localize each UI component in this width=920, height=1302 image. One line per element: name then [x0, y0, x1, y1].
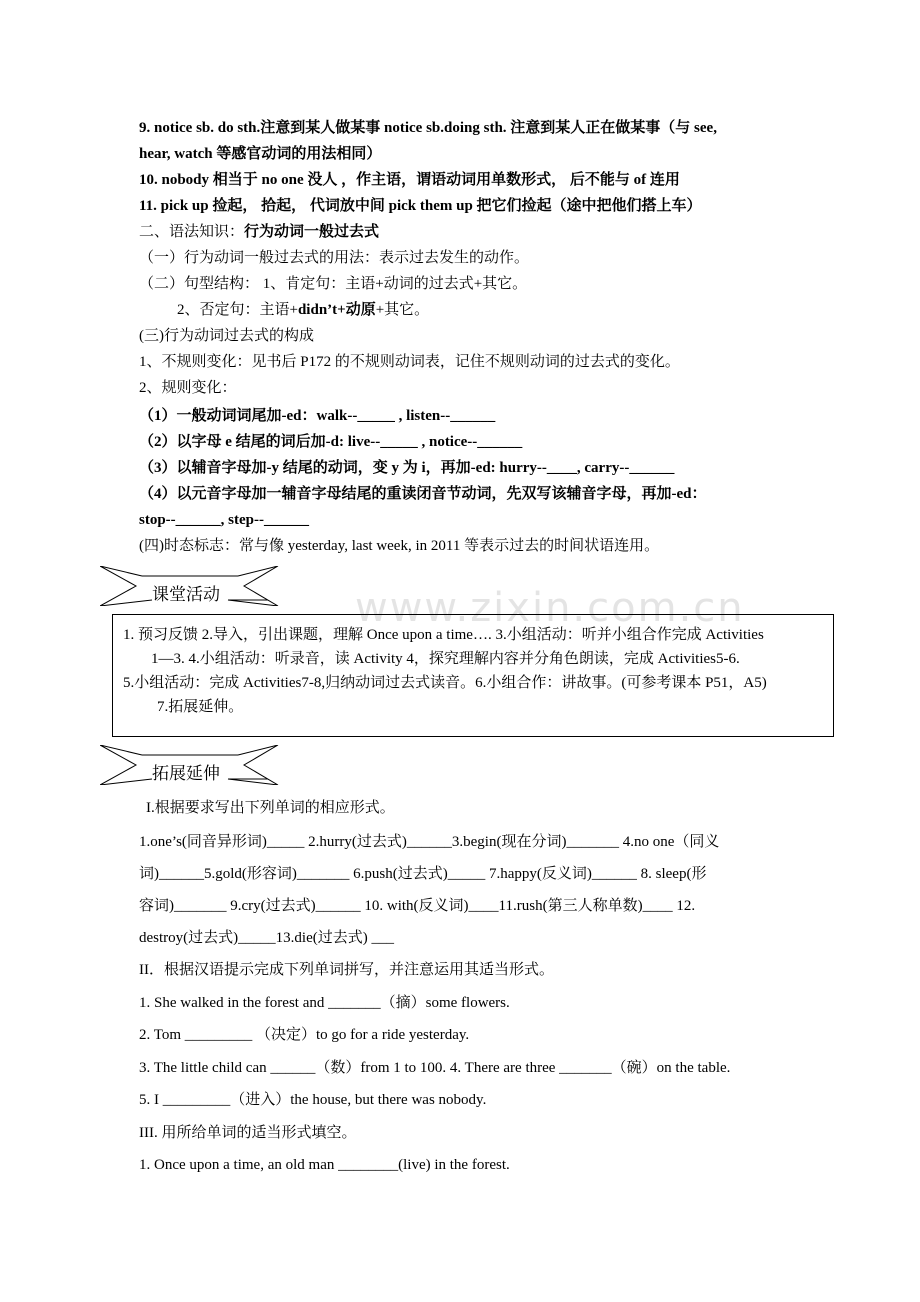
grammar-formation: (三)行为动词过去式的构成: [139, 328, 314, 344]
part3-title: III. 用所给单词的适当形式填空。: [139, 1125, 357, 1141]
classroom-title: 课堂活动: [152, 585, 220, 605]
part2-line-2: 2. Tom _________ （决定）to go for a ride yesterday.: [139, 1027, 470, 1043]
grammar-structure-negative: [177, 300, 429, 320]
grammar-heading-topic: 行为动词一般过去式: [244, 224, 380, 240]
activity-line-3: 5.小组活动：完成 Activities7-8,归纳动词过去式读音。6.小组合作：讲故事。(可参考课本 P51，A5): [123, 675, 767, 691]
vocab-note-10: 10. nobody 相当于 no one 没人 ，作主语，谓语动词用单数形式， 后不能与 of 连用: [139, 172, 680, 188]
grammar-rule-2: （2）以字母 e 结尾的词后加-d: live--_____ , notice--______: [139, 434, 523, 450]
vocab-note-11: 11. pick up 捡起， 拾起， 代词放中间 pick them up 把它们捡起（途中把他们搭上车）: [139, 198, 702, 214]
vocab-note-9b: hear, watch 等感官动词的用法相同）: [139, 146, 382, 162]
part1-line-2: 词)______5.gold(形容词)_______ 6.push(过去式)_____ 7.happy(反义词)______ 8. sleep(形: [139, 866, 707, 882]
negative-part-b: didn’t+动原: [297, 302, 376, 318]
grammar-usage: （一）行为动词一般过去式的用法：表示过去发生的动作。: [139, 250, 530, 266]
part2-title: II．根据汉语提示完成下列单词拼写，并注意运用其适当形式。: [139, 962, 554, 978]
part1-line-1: 1.one’s(同音异形词)_____ 2.hurry(过去式)______3.begin(现在分词)_______ 4.no one（同义: [139, 834, 720, 850]
grammar-rule-4a: （4）以元音字母加一辅音字母结尾的重读闭音节动词，先双写该辅音字母，再加-ed：: [139, 486, 707, 502]
negative-part-c: +其它。: [375, 302, 430, 318]
part2-line-3: 3. The little child can ______（数）from 1 to 100. 4. There are three _______（碗）on the table.: [139, 1060, 731, 1076]
activity-line-2: 1—3. 4.小组活动：听录音，读 Activity 4，探究理解内容并分角色朗读，完成 Activities5-6.: [151, 651, 740, 667]
part2-line-4: 5. I _________（进入）the house, but there was nobody.: [139, 1092, 487, 1108]
grammar-irregular: 1、不规则变化：见书后 P172 的不规则动词表，记住不规则动词的过去式的变化。: [139, 354, 680, 370]
grammar-structure-affirmative: （二）句型结构： 1、肯定句：主语+动词的过去式+其它。: [139, 276, 528, 292]
extension-title: 拓展延伸: [152, 764, 220, 784]
grammar-rule-1: （1）一般动词词尾加-ed：walk--_____ , listen--______: [139, 408, 496, 424]
part1-line-4: destroy(过去式)_____13.die(过去式) ___: [139, 930, 394, 946]
negative-part-a: 2、否定句：主语+: [177, 302, 298, 318]
grammar-regular: 2、规则变化：: [139, 380, 237, 396]
grammar-signal-words: (四)时态标志：常与像 yesterday, last week, in 2011 等表示过去的时间状语连用。: [139, 538, 660, 554]
activity-line-4: 7.拓展延伸。: [157, 699, 244, 715]
classroom-banner: [100, 566, 280, 606]
part3-line-1: 1. Once upon a time, an old man ________(live) in the forest.: [139, 1157, 510, 1173]
part1-title: I.根据要求写出下列单词的相应形式。: [146, 800, 395, 816]
vocab-note-9a: 9. notice sb. do sth.注意到某人做某事 notice sb.doing sth. 注意到某人正在做某事（与 see,: [139, 120, 717, 136]
activity-line-1: 1. 预习反馈 2.导入，引出课题，理解 Once upon a time…. 3.小组活动：听并小组合作完成 Activities: [123, 627, 764, 643]
part2-line-1: 1. She walked in the forest and _______（摘）some flowers.: [139, 995, 510, 1011]
grammar-heading-prefix: 二、语法知识：: [139, 224, 245, 240]
grammar-rule-3: （3）以辅音字母加-y 结尾的动词，变 y 为 i，再加-ed: hurry--____, carry--______: [139, 460, 675, 476]
watermark: www.zixin.com.cn: [355, 585, 745, 631]
grammar-heading: [139, 222, 379, 242]
grammar-rule-4b: stop--______, step--______: [139, 512, 309, 528]
part1-line-3: 容词)_______ 9.cry(过去式)______ 10. with(反义词)____11.rush(第三人称单数)____ 12.: [139, 898, 696, 914]
extension-banner: [100, 745, 280, 785]
activity-box: [112, 614, 834, 737]
